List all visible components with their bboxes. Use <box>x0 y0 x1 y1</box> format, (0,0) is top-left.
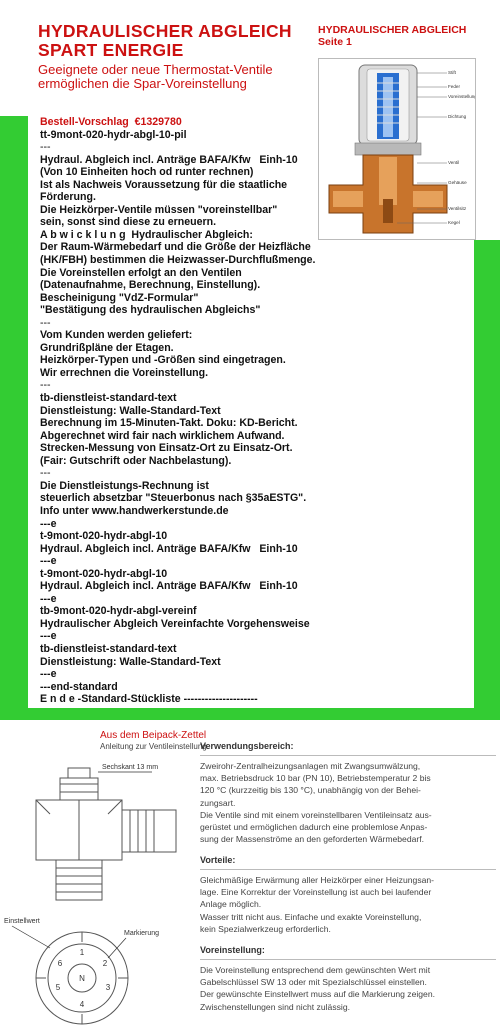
valve-label: Ventilsitz <box>448 206 467 211</box>
section-vorteile <box>200 854 496 935</box>
text-line: Hydraul. Abgleich incl. Anträge BAFA/Kfw Einh-10 <box>40 580 298 593</box>
text-line: (Datenaufnahme, Berechnung, Einstellung). <box>40 279 261 292</box>
text-line: ---e <box>40 517 57 530</box>
subtitle <box>38 63 273 91</box>
valve-label: Stift <box>448 70 456 75</box>
valve-label: Kegel <box>448 220 460 225</box>
section-line: zungsart. <box>200 797 236 808</box>
text-line: Hydraul. Abgleich incl. Anträge BAFA/Kfw Einh-10 <box>40 153 298 166</box>
text-line: ---e <box>40 630 57 643</box>
order-text-block <box>40 116 472 706</box>
text-line: Berechnung im 15-Minuten-Takt. Doku: KD-Bericht. <box>40 417 298 430</box>
valve-label: Gehäuse <box>448 180 467 185</box>
dial-number: 2 <box>102 959 108 968</box>
text-line: (Von 10 Einheiten hoch od runter rechnen) <box>40 166 254 179</box>
section-line: Anlage möglich. <box>200 899 262 910</box>
beipack-subtitle: Anleitung zur Ventileinstellung <box>100 742 207 751</box>
text-line: Die Dienstleistungs-Rechnung ist <box>40 479 209 492</box>
text-line: "Bestätigung des hydraulischen Abgleichs" <box>40 304 261 317</box>
text-line: Dienstleistung: Walle-Standard-Text <box>40 404 221 417</box>
text-line: Förderung. <box>40 191 96 204</box>
text-line: t-9mont-020-hydr-abgl-10 <box>40 530 168 543</box>
text-line: --- <box>40 467 51 480</box>
text-line: sein, sonst sind diese zu erneuern. <box>40 216 217 229</box>
green-border-bottom <box>0 708 500 720</box>
side-subtitle: Seite 1 <box>318 36 352 48</box>
valve-label: Dichtung <box>448 114 467 119</box>
text-line: Grundrißpläne der Etagen. <box>40 341 174 354</box>
text-line: E n d e -Standard-Stückliste --------------------- <box>40 693 258 706</box>
dial-number: 1 <box>79 948 85 957</box>
text-line: ---e <box>40 555 57 568</box>
section-line: kein Spezialwerkzeug erforderlich. <box>200 923 331 934</box>
section-line: Gabelschlüssel SW 13 oder mit Spezialschlüssel einstellen. <box>200 977 427 988</box>
valve-label: Voreinstellung <box>448 94 475 99</box>
valve-drawing-svg <box>2 752 192 1032</box>
side-title: HYDRAULISCHER ABGLEICH <box>318 24 467 36</box>
text-line: ---e <box>40 592 57 605</box>
green-border-left <box>0 116 28 708</box>
section-line: gerüstet und ermöglichen dadurch eine problemlose Anpas- <box>200 822 428 833</box>
valve-label: Ventil <box>448 160 460 165</box>
section-line: Wasser tritt nicht aus. Einfache und exakte Voreinstellung, <box>200 911 422 922</box>
section-line: Der gewünschte Einstellwert muss auf die Markierung zeigen. <box>200 989 436 1000</box>
section-line: sung der Massenströme an den geforderten Wärmebedarf. <box>200 834 425 845</box>
divider <box>200 959 496 960</box>
divider <box>200 869 496 870</box>
valve-technical-drawing <box>2 752 192 1032</box>
text-line: Dienstleistung: Walle-Standard-Text <box>40 655 221 668</box>
text-line: Hydraul. Abgleich incl. Anträge BAFA/Kfw Einh-10 <box>40 542 298 555</box>
section-line: lage. Eine Korrektur der Voreinstellung ist auch bei laufender <box>200 887 432 898</box>
section-line: 120 °C (kurzzeitig bis 130 °C), unabhängig von der Behei- <box>200 785 421 796</box>
dial-number: 3 <box>105 983 111 992</box>
text-line: Ist als Nachweis Voraussetzung für die staatliche <box>40 178 288 191</box>
text-line: Vom Kunden werden geliefert: <box>40 329 193 342</box>
text-line: Der Raum-Wärmebedarf und die Größe der Heizfläche <box>40 241 311 254</box>
section-heading: Voreinstellung: <box>200 945 265 955</box>
text-line: (Fair: Gutschrift oder Nachbelastung). <box>40 454 232 467</box>
green-border-right <box>474 240 500 708</box>
text-line: Strecken-Messung von Einsatz-Ort zu Einsatz-Ort. <box>40 442 293 455</box>
text-line: --- <box>40 316 51 329</box>
text-line: Hydraulischer Abgleich Vereinfachte Vorgehensweise <box>40 617 310 630</box>
text-line: Wir errechnen die Voreinstellung. <box>40 366 209 379</box>
text-line: tt-9mont-020-hydr-abgl-10-pil <box>40 128 187 141</box>
divider <box>200 755 496 756</box>
section-line: Zweirohr-Zentralheizungsanlagen mit Zwangsumwälzung, <box>200 761 421 771</box>
section-line: Zwischenstellungen sind nicht zulässig. <box>200 1001 350 1012</box>
section-voreinstellung <box>200 944 496 1013</box>
order-suggestion-heading: Bestell-Vorschlag €1329780 <box>40 116 182 128</box>
text-line: Heizkörper-Typen und -Größen sind eingetragen. <box>40 354 286 367</box>
subtitle-line1: Geeignete oder neue Thermostat-Ventile <box>38 62 273 77</box>
drawing-label-sechskant: Sechskant 13 mm <box>102 764 159 771</box>
section-line: Die Ventile sind mit einem voreinstellbaren Ventileinsatz aus- <box>200 809 432 820</box>
text-line: ---e <box>40 668 57 681</box>
dial-number: N <box>79 974 85 983</box>
section-heading: Verwendungsbereich: <box>200 741 294 751</box>
subtitle-line2: ermöglichen die Spar-Voreinstellung <box>38 76 247 91</box>
section-verwendungsbereich <box>200 740 496 845</box>
text-line: Bescheinigung "VdZ-Formular" <box>40 291 199 304</box>
text-line: ---end-standard <box>40 680 118 693</box>
drawing-label-einstellwert: Einstellwert <box>4 918 40 925</box>
main-title-line1: HYDRAULISCHER ABGLEICH <box>38 21 292 41</box>
beipack-title: Aus dem Beipack-Zettel <box>100 730 207 741</box>
text-line: Die Voreinstellen erfolgt an den Ventilen <box>40 266 242 279</box>
text-line: tb-9mont-020-hydr-abgl-vereinf <box>40 605 197 618</box>
text-line: Info unter www.handwerkerstunde.de <box>40 504 229 517</box>
text-line: --- <box>40 379 51 392</box>
dial-number: 6 <box>57 959 63 968</box>
text-line: --- <box>40 141 51 154</box>
section-heading: Vorteile: <box>200 855 236 865</box>
drawing-label-markierung: Markierung <box>124 930 160 937</box>
text-line: Die Heizkörper-Ventile müssen "voreinstellbar" <box>40 203 278 216</box>
main-title-line2: SPART ENERGIE <box>38 40 184 60</box>
text-line: steuerlich absetzbar "Steuerbonus nach §35aESTG". <box>40 492 307 505</box>
text-line: (HK/FBH) bestimmen die Heizwasser-Durchflußmenge. <box>40 254 316 267</box>
text-line: Abgerechnet wird fair nach wirklichem Aufwand. <box>40 429 285 442</box>
text-line: A b w i c k l u n g Hydraulischer Abgleich: <box>40 228 253 241</box>
valve-label: Feder <box>448 84 461 89</box>
section-line: Gleichmäßige Erwärmung aller Heizkörper einer Heizungsan- <box>200 875 435 885</box>
section-line: Die Voreinstellung entsprechend dem gewünschten Wert mit <box>200 965 431 975</box>
text-line: tb-dienstleist-standard-text <box>40 642 177 655</box>
text-line: t-9mont-020-hydr-abgl-10 <box>40 567 168 580</box>
dial-number: 4 <box>79 1000 85 1009</box>
section-line: max. Betriebsdruck 10 bar (PN 10), Betriebstemperatur 2 bis <box>200 773 431 784</box>
text-line: tb-dienstleist-standard-text <box>40 392 177 405</box>
dial-number: 5 <box>55 983 61 992</box>
